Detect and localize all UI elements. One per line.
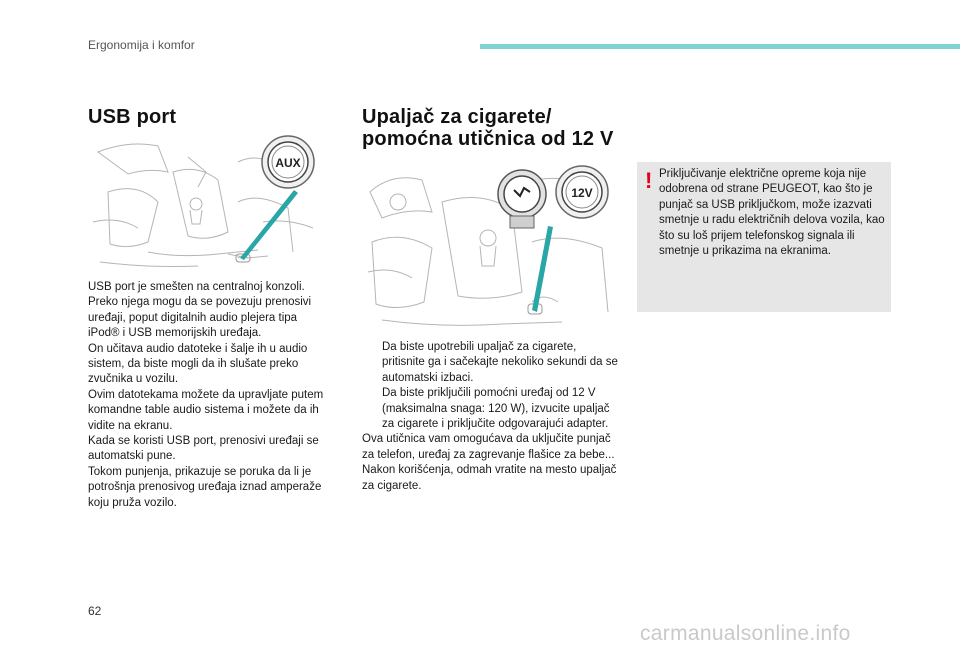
section-title: Ergonomija i komfor (88, 38, 195, 52)
lighter-bullet (362, 386, 622, 432)
usb-paragraph: USB port je smešten na centralnoj konzoli. (88, 281, 305, 293)
warning-exclamation-icon: ! (645, 168, 653, 193)
lighter-knob-icon (498, 170, 546, 228)
lighter-console-illustration (362, 162, 614, 330)
usb-paragraph: Kada se koristi USB port, prenosivi uređaji se automatski pune. (88, 435, 319, 463)
page-number: 62 (88, 604, 102, 618)
usb-description (88, 280, 328, 511)
usb-paragraph: Preko njega mogu da se povezuju prenosivi uređaji, poput digitalnih audio plejera tipa iPod® i USB memorijskih uređaja. (88, 296, 312, 340)
bullet-marker-icon (362, 340, 382, 386)
svg-text:12V: 12V (571, 186, 593, 200)
watermark: carmanualsonline.info (640, 622, 851, 645)
bullet-text: Da biste upotrebili upaljač za cigarete, pritisnite ga i sačekajte nekoliko sekundi da se automatski izbaci. (382, 341, 618, 384)
lighter-heading (362, 106, 614, 150)
usb-paragraph: Tokom punjenja, prikazuje se poruka da li je potrošnja prenosivog uređaja iznad amperaže koju pruža vozilo. (88, 465, 322, 509)
bullet-text: Da biste priključili pomoćni uređaj od 12 V (maksimalna snaga: 120 W), izvucite upaljač za cigarete i priključite odgovarajući adapter. (382, 387, 610, 431)
warning-box (637, 162, 891, 312)
usb-paragraph: Ovim datotekama možete da upravljate putem komandne table audio sistema i možete da ih vidite na ekranu. (88, 388, 324, 432)
warning-text: Priključivanje električne opreme koja nije odobrena od strane PEUGEOT, kao što je punjač sa USB priključkom, može izazvati smetnje u radu električnih delova vozila, kao što su loš prijem telefonskog signala ili smetnje u prikazima na ekranima. (659, 168, 885, 258)
lighter-heading-line2: pomoćna utičnica od 12 V (362, 128, 614, 150)
lighter-paragraph: Nakon korišćenja, odmah vratite na mesto upaljač za cigarete. (362, 464, 617, 492)
aux-socket-icon (262, 136, 314, 188)
bullet-marker-icon (362, 386, 382, 432)
lighter-description (362, 340, 622, 494)
svg-text:AUX: AUX (275, 156, 301, 170)
usb-heading: USB port (88, 106, 177, 128)
12v-socket-icon (556, 166, 608, 218)
lighter-paragraph: Ova utičnica vam omogućava da uključite punjač za telefon, uređaj za zagrevanje flašice za bebe... (362, 433, 615, 461)
lighter-heading-line1: Upaljač za cigarete/ (362, 106, 552, 128)
lighter-bullet (362, 340, 622, 386)
usb-console-illustration (88, 132, 320, 270)
usb-paragraph: On učitava audio datoteke i šalje ih u audio sistem, da biste mogli da ih slušate preko zvučnika u vozilu. (88, 342, 308, 386)
header-accent-bar (480, 44, 960, 49)
